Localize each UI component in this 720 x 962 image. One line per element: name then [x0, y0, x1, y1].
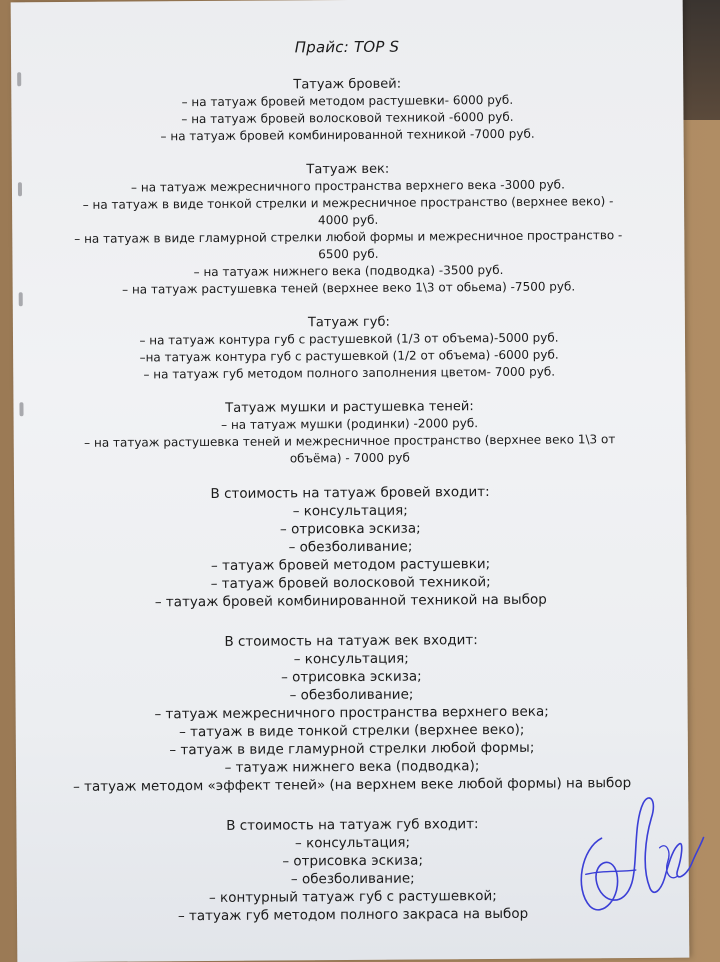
document-title: Прайс: TOP S: [294, 37, 400, 57]
included-line: – консультация;: [292, 502, 408, 520]
price-line: 4000 руб.: [317, 212, 379, 228]
price-line: – на татуаж бровей методом растушевки- 6000 руб.: [181, 92, 514, 110]
section-mole-prices: [13, 397, 685, 470]
section-heading: В стоимость на татуаж бровей входит:: [210, 484, 490, 502]
price-line: – на татуаж бровей волосковой техникой -6000 руб.: [181, 109, 514, 127]
price-line: объёма) - 7000 руб: [289, 450, 410, 466]
included-line: – татуаж межресничного пространства верхнего века;: [154, 703, 549, 723]
price-line: – на татуаж в виде гламурной стрелки любой формы и межресничное пространство -: [74, 228, 623, 246]
price-list-sheet: [11, 0, 690, 962]
section-heading: Татуаж губ:: [307, 314, 390, 331]
included-line: – отрисовка эскиза;: [281, 668, 422, 686]
included-line: – татуаж бровей волосковой техникой;: [210, 574, 491, 592]
section-eyebrow-included: [14, 482, 687, 613]
section-lip-prices: [13, 312, 685, 385]
section-eyelid-prices: [12, 159, 685, 300]
price-line: – на татуаж в виде тонкой стрелки и межресничное пространство (верхнее веко) -: [82, 194, 614, 212]
included-line: – татуаж в виде гламурной стрелки любой формы;: [169, 739, 535, 759]
handwritten-signature: [561, 777, 712, 928]
section-heading: Татуаж бровей:: [293, 76, 402, 93]
section-heading: В стоимость на татуаж губ входит:: [226, 816, 479, 834]
price-line: – на татуаж растушевка теней и межресничное пространство (верхнее веко 1\3 от: [84, 432, 616, 450]
price-line: – на татуаж растушевка теней (верхнее веко 1\3 от обьема) -7500 руб.: [122, 279, 576, 297]
included-line: – отрисовка эскиза;: [282, 852, 424, 870]
price-line: 6500 руб.: [318, 246, 379, 262]
price-line: –на татуаж контура губ с растушевкой (1/2 от объема) -6000 руб.: [139, 347, 559, 365]
section-heading: Татуаж век:: [306, 161, 390, 178]
section-heading: В стоимость на татуаж век входит:: [224, 632, 478, 650]
included-line: – татуаж бровей комбинированной техникой на выбор: [154, 591, 547, 611]
section-eyebrow-prices: [11, 74, 683, 147]
price-line: – на татуаж бровей комбинированной техникой -7000 руб.: [160, 126, 535, 144]
included-line: – татуаж в виде тонкой стрелки (верхнее веко);: [178, 721, 525, 741]
included-line: – татуаж губ методом полного закраса на выбор: [177, 905, 529, 925]
included-line: – контурный татуаж губ с растушевкой;: [208, 887, 497, 906]
included-line: – обезболивание;: [290, 870, 415, 888]
included-line: – обезболивание;: [289, 686, 414, 704]
price-line: – на татуаж нижнего века (подводка) -3500 руб.: [193, 262, 504, 280]
price-line: – на татуаж мушки (родинки) -2000 руб.: [221, 416, 479, 432]
price-line: – на татуаж контура губ с растушевкой (1/3 от объема)-5000 руб.: [139, 330, 559, 348]
price-line: – на татуаж межресничного пространства верхнего века -3000 руб.: [130, 177, 565, 195]
section-eyelid-included: [15, 630, 688, 797]
included-line: – татуаж бровей методом растушевки;: [210, 556, 491, 574]
included-line: – консультация;: [293, 650, 409, 668]
included-line: – консультация;: [294, 834, 411, 852]
included-line: – татуаж нижнего века (подводка);: [224, 758, 480, 776]
price-line: – на татуаж губ методом полного заполнения цветом- 7000 руб.: [143, 364, 556, 382]
included-line: – татуаж методом «эффект теней» (на верхнем веке любой формы) на выбор: [73, 775, 632, 795]
included-line: – отрисовка эскиза;: [279, 520, 421, 538]
included-line: – обезболивание;: [288, 538, 413, 556]
section-heading: Татуаж мушки и растушевка теней:: [225, 399, 474, 416]
